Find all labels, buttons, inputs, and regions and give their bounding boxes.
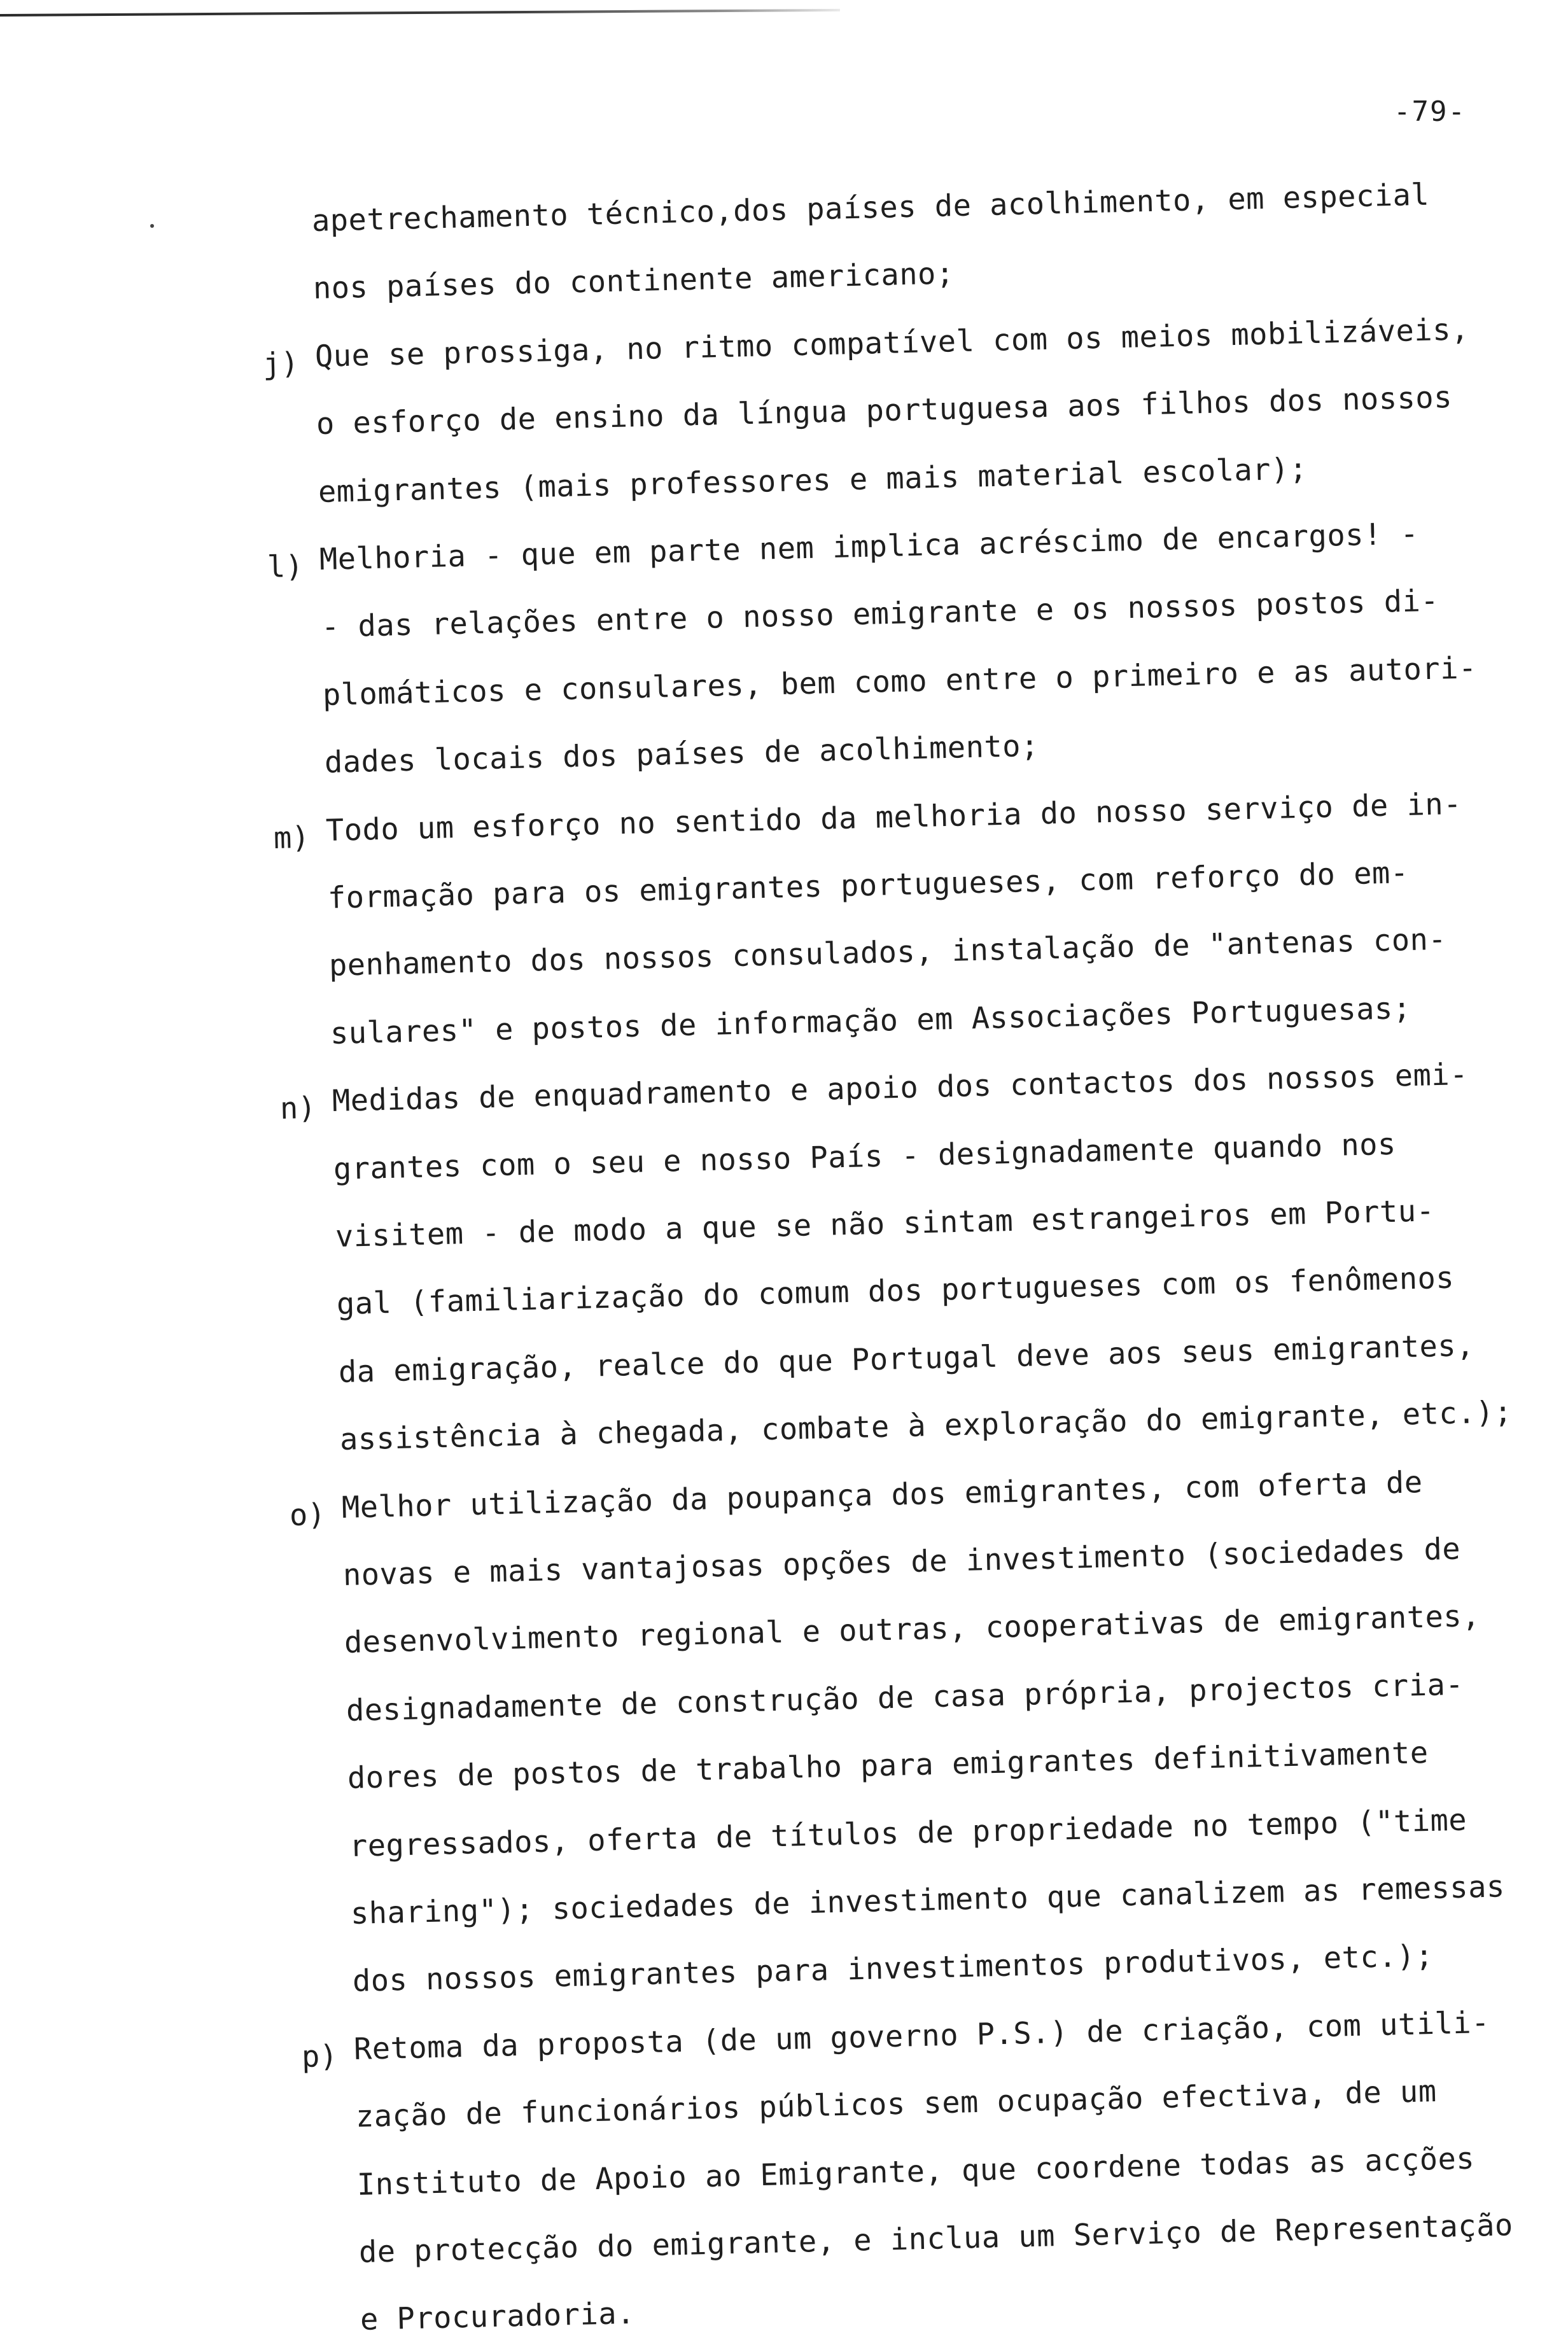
text-line: de protecção do emigrante, e inclua um Serviço de Representação bbox=[358, 2208, 1513, 2270]
text-line: dores de postos de trabalho para emigrantes definitivamente bbox=[347, 1735, 1429, 1796]
text-line: Melhor utilização da poupança dos emigrantes, com oferta de bbox=[340, 1464, 1423, 1525]
list-marker: j) bbox=[262, 346, 300, 382]
text-line: Medidas de enquadramento e apoio dos contactos dos nossos emi- bbox=[332, 1057, 1469, 1119]
text-line: e Procuradoria. bbox=[360, 2296, 636, 2338]
text-line: regressados, oferta de títulos de propriedade no tempo ("time bbox=[349, 1802, 1467, 1864]
list-marker: p) bbox=[301, 2038, 339, 2075]
list-marker: l) bbox=[267, 549, 304, 585]
text-line: sharing"); sociedades de investimento que canalizem as remessas bbox=[350, 1869, 1506, 1931]
text-line: assistência à chegada, combate à exploração do emigrante, etc.); bbox=[339, 1394, 1513, 1458]
text-line: apetrechamento técnico,dos países de acolhimento, em especial bbox=[311, 177, 1430, 239]
text-line: o esforço de ensino da língua portuguesa aos filhos dos nossos bbox=[316, 380, 1453, 442]
text-line: - das relações entre o nosso emigrante e os nossos postos di- bbox=[321, 584, 1439, 645]
text-line: penhamento dos nossos consulados, instalação de "antenas con- bbox=[328, 922, 1447, 984]
text-line: grantes com o seu e nosso País - designadamente quando nos bbox=[333, 1126, 1397, 1187]
text-line: gal (familiarização do comum dos portugueses com os fenômenos bbox=[336, 1261, 1455, 1322]
text-line: desenvolvimento regional e outras, cooperativas de emigrantes, bbox=[344, 1599, 1481, 1661]
text-line: Instituto de Apoio ao Emigrante, que coordene todas as acções bbox=[356, 2141, 1475, 2202]
text-line: da emigração, realce do que Portugal deve aos seus emigrantes, bbox=[337, 1327, 1475, 1390]
text-line: sulares" e postos de informação em Associações Portuguesas; bbox=[330, 990, 1412, 1051]
text-line: zação de funcionários públicos sem ocupação efectiva, de um bbox=[354, 2074, 1437, 2135]
text-line: nos países do continente americano; bbox=[312, 256, 955, 307]
text-line: Todo um esforço no sentido da melhoria do nosso serviço de in- bbox=[325, 786, 1462, 848]
page-number: -79- bbox=[1394, 95, 1466, 128]
text-line: dos nossos emigrantes para investimentos produtivos, etc.); bbox=[352, 1938, 1434, 1999]
text-line: plomáticos e consulares, bem como entre o primeiro e as autori- bbox=[322, 650, 1478, 713]
list-marker: n) bbox=[279, 1090, 317, 1127]
text-line: Melhoria - que em parte nem implica acréscimo de encargos! - bbox=[319, 516, 1420, 577]
list-marker: o) bbox=[288, 1497, 326, 1533]
text-line: Retoma da proposta (de um governo P.S.) de criação, com utili- bbox=[353, 2005, 1490, 2067]
text-line: emigrantes (mais professores e mais material escolar); bbox=[318, 451, 1308, 510]
text-line: dades locais dos países de acolhimento; bbox=[323, 728, 1039, 781]
list-marker: m) bbox=[273, 820, 311, 856]
text-line: visitem - de modo a que se não sintam estrangeiros em Portu- bbox=[335, 1193, 1435, 1254]
text-line: Que se prossiga, no ritmo compatível com os meios mobilizáveis, bbox=[314, 312, 1470, 374]
text-line: novas e mais vantajosas opções de investimento (sociedades de bbox=[342, 1531, 1461, 1593]
text-line: designadamente de construção de casa própria, projectos cria- bbox=[346, 1667, 1464, 1728]
text-line: formação para os emigrantes portugueses, com reforço do em- bbox=[326, 855, 1409, 916]
